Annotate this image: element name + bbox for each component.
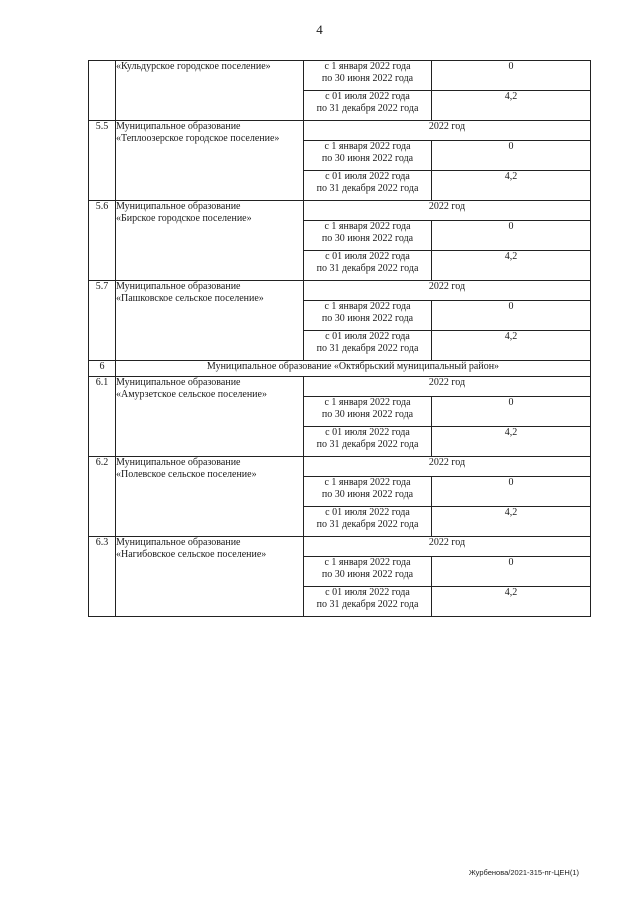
period-cell <box>304 331 432 361</box>
rate-value: 4,2 <box>432 171 591 201</box>
rate-value: 4,2 <box>432 507 591 537</box>
period-cell <box>304 557 432 587</box>
year-header: 2022 год <box>304 457 591 477</box>
entity-row <box>89 457 591 477</box>
entity-name <box>116 281 304 361</box>
period-cell <box>304 91 432 121</box>
period-line: по 31 декабря 2022 года <box>316 343 419 354</box>
period-line: по 30 июня 2022 года <box>321 73 414 84</box>
period-line: с 01 июля 2022 года <box>325 91 410 102</box>
district-name: Муниципальное образование «Октябрьский муниципальный район» <box>116 361 591 377</box>
entity-name-line: «Пашковское сельское поселение» <box>116 293 264 304</box>
period-line: по 31 декабря 2022 года <box>316 439 419 450</box>
entity-name <box>116 457 304 537</box>
district-row <box>89 361 591 377</box>
period-cell <box>304 587 432 617</box>
entity-name-line: Муниципальное образование <box>116 121 241 132</box>
entity-name-line: «Амурзетское сельское поселение» <box>116 389 267 400</box>
rate-value: 0 <box>432 557 591 587</box>
period-line: по 30 июня 2022 года <box>321 569 414 580</box>
rate-value: 0 <box>432 301 591 331</box>
entity-row <box>89 377 591 397</box>
rate-value: 4,2 <box>432 587 591 617</box>
rate-value: 4,2 <box>432 251 591 281</box>
period-line: по 31 декабря 2022 года <box>316 599 419 610</box>
entity-name-line: Муниципальное образование <box>116 537 241 548</box>
entity-name-line: Муниципальное образование <box>116 281 241 292</box>
entity-name-line: Муниципальное образование <box>116 201 241 212</box>
rate-value: 0 <box>432 477 591 507</box>
period-line: по 30 июня 2022 года <box>321 409 414 420</box>
period-cell <box>304 61 432 91</box>
period-cell <box>304 397 432 427</box>
tariff-table <box>88 60 591 617</box>
period-line: по 31 декабря 2022 года <box>316 183 419 194</box>
entity-row <box>89 201 591 221</box>
entity-name <box>116 61 304 121</box>
rate-value: 0 <box>432 221 591 251</box>
rate-value: 4,2 <box>432 91 591 121</box>
year-header: 2022 год <box>304 377 591 397</box>
period-cell <box>304 427 432 457</box>
period-line: с 01 июля 2022 года <box>325 507 410 518</box>
period-cell <box>304 301 432 331</box>
entity-name <box>116 537 304 617</box>
period-line: по 30 июня 2022 года <box>321 233 414 244</box>
period-line: по 31 декабря 2022 года <box>316 103 419 114</box>
entity-row <box>89 121 591 141</box>
period-line: с 01 июля 2022 года <box>325 427 410 438</box>
period-line: с 01 июля 2022 года <box>325 587 410 598</box>
rate-value: 0 <box>432 61 591 91</box>
entity-name <box>116 201 304 281</box>
year-header: 2022 год <box>304 121 591 141</box>
year-header: 2022 год <box>304 537 591 557</box>
entity-name-line: «Бирское городское поселение» <box>116 213 252 224</box>
entity-name <box>116 377 304 457</box>
period-line: с 1 января 2022 года <box>324 61 411 72</box>
year-header: 2022 год <box>304 281 591 301</box>
period-cell <box>304 477 432 507</box>
entity-name-line: Муниципальное образование <box>116 377 241 388</box>
row-number: 5.7 <box>89 281 116 361</box>
row-number: 6.2 <box>89 457 116 537</box>
period-cell <box>304 507 432 537</box>
period-line: с 1 января 2022 года <box>324 397 411 408</box>
period-line: с 1 января 2022 года <box>324 221 411 232</box>
row-number: 5.5 <box>89 121 116 201</box>
row-number <box>89 61 116 121</box>
period-cell <box>304 251 432 281</box>
period-line: с 1 января 2022 года <box>324 557 411 568</box>
year-header: 2022 год <box>304 201 591 221</box>
period-line: с 1 января 2022 года <box>324 477 411 488</box>
period-line: с 1 января 2022 года <box>324 301 411 312</box>
period-cell <box>304 171 432 201</box>
period-line: с 1 января 2022 года <box>324 141 411 152</box>
period-cell <box>304 221 432 251</box>
period-line: по 31 декабря 2022 года <box>316 263 419 274</box>
period-line: по 30 июня 2022 года <box>321 489 414 500</box>
rate-value: 4,2 <box>432 331 591 361</box>
entity-row <box>89 281 591 301</box>
rate-value: 0 <box>432 397 591 427</box>
period-line: с 01 июля 2022 года <box>325 251 410 262</box>
entity-name <box>116 121 304 201</box>
period-line: по 30 июня 2022 года <box>321 153 414 164</box>
row-number: 6.3 <box>89 537 116 617</box>
period-line: по 30 июня 2022 года <box>321 313 414 324</box>
entity-row <box>89 61 591 91</box>
period-line: с 01 июля 2022 года <box>325 171 410 182</box>
rate-value: 0 <box>432 141 591 171</box>
period-line: по 31 декабря 2022 года <box>316 519 419 530</box>
row-number: 5.6 <box>89 201 116 281</box>
entity-name-line: «Нагибовское сельское поселение» <box>116 549 267 560</box>
document-code: Журбенова/2021-315-пг-ЦЕН(1) <box>468 868 579 877</box>
tariff-table-body <box>89 61 591 617</box>
rate-value: 4,2 <box>432 427 591 457</box>
period-line: с 01 июля 2022 года <box>325 331 410 342</box>
entity-name-line: «Теплоозерское городское поселение» <box>116 133 280 144</box>
entity-name-line: Муниципальное образование <box>116 457 241 468</box>
row-number: 6.1 <box>89 377 116 457</box>
period-cell <box>304 141 432 171</box>
entity-name-line: «Кульдурское городское поселение» <box>116 61 271 72</box>
entity-name-line: «Полевское сельское поселение» <box>116 469 257 480</box>
page-number: 4 <box>316 22 323 37</box>
entity-row <box>89 537 591 557</box>
row-number: 6 <box>89 361 116 377</box>
